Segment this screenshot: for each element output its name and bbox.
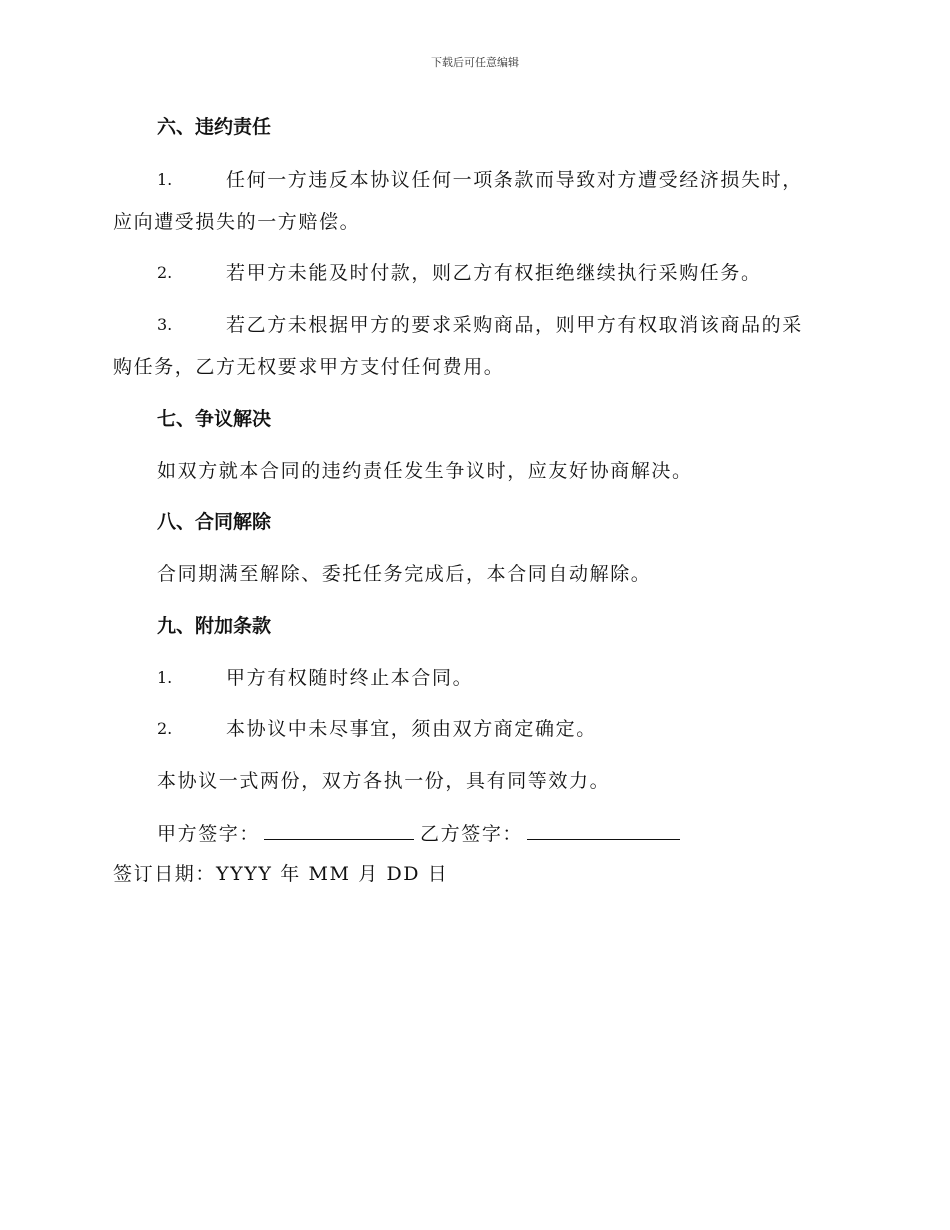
section-6-item-1-continuation: 应向遭受损失的一方赔偿。 <box>113 211 361 233</box>
section-6-item-3-number: 3. <box>157 315 173 334</box>
section-9-item-2-number: 2. <box>157 719 173 738</box>
section-7-title: 七、争议解决 <box>157 408 272 430</box>
section-8-text: 合同期满至解除、委托任务完成后，本合同自动解除。 <box>157 563 652 585</box>
copies-statement: 本协议一式两份，双方各执一份，具有同等效力。 <box>157 770 611 792</box>
section-6-title: 六、违约责任 <box>157 116 272 138</box>
section-6-item-2-number: 2. <box>157 263 173 282</box>
section-7-text: 如双方就本合同的违约责任发生争议时，应友好协商解决。 <box>157 460 693 482</box>
signature-line <box>157 821 680 846</box>
section-6-item-3-text: 若乙方未根据甲方的要求采购商品，则甲方有权取消该商品的采 <box>226 314 803 336</box>
section-9-item-1-text: 甲方有权随时终止本合同。 <box>226 667 474 689</box>
section-9-item-1-number: 1. <box>157 668 173 687</box>
section-6-item-1-number: 1. <box>157 170 173 189</box>
section-9-item-2-text: 本协议中未尽事宜，须由双方商定确定。 <box>226 718 597 740</box>
section-8-title: 八、合同解除 <box>157 511 272 533</box>
party-b-signature-blank <box>527 821 680 840</box>
section-6-item-2-text: 若甲方未能及时付款，则乙方有权拒绝继续执行采购任务。 <box>226 262 762 284</box>
party-a-signature-blank <box>264 821 414 840</box>
section-9-title: 九、附加条款 <box>157 615 272 637</box>
party-b-signature-label: 乙方签字： <box>420 823 524 845</box>
signing-date: 签订日期：YYYY 年 MM 月 DD 日 <box>113 863 449 885</box>
page-header: 下载后可任意编辑 <box>431 56 519 69</box>
section-6-item-1-text: 任何一方违反本协议任何一项条款而导致对方遭受经济损失时， <box>226 169 803 191</box>
party-a-signature-label: 甲方签字： <box>157 823 261 845</box>
section-6-item-3-continuation: 购任务，乙方无权要求甲方支付任何费用。 <box>113 356 505 378</box>
